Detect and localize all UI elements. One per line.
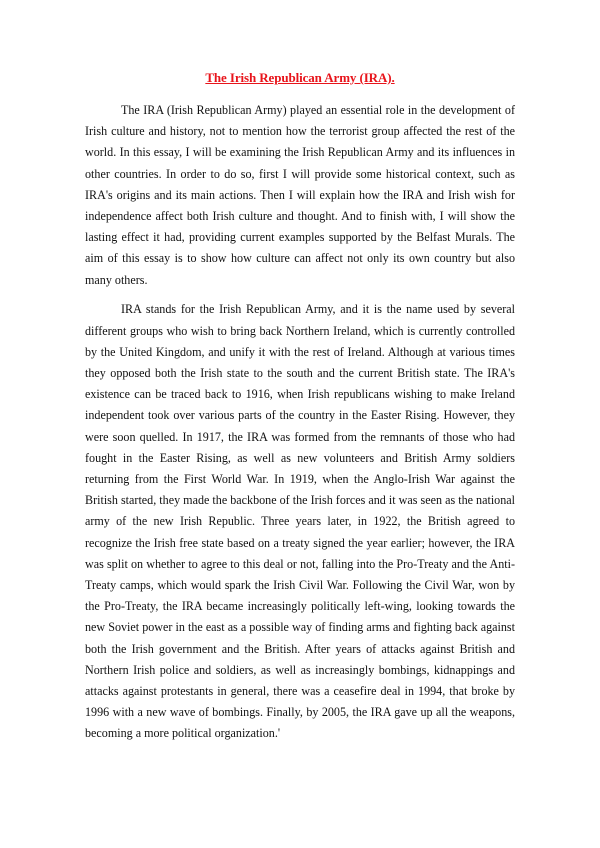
- paragraph-introduction: The IRA (Irish Republican Army) played an essential role in the development of Irish culture and history, not to mention how the terrorist group affected the rest of the world. In this essay, I will be examining the Irish Republican Army and its influences in other countries. In order to do so, first I will provide some historical context, such as IRA's origins and its main actions. Then I will explain how the IRA and Irish wish for independence affect both Irish culture and thought. And to finish with, I will show the lasting effect it had, providing current examples supported by the Belfast Murals. The aim of this essay is to show how culture can affect not only its own country but also many others.: [85, 103, 515, 287]
- document-title: The Irish Republican Army (IRA).: [205, 70, 395, 85]
- document-body: [85, 100, 515, 745]
- paragraph-history: IRA stands for the Irish Republican Army, and it is the name used by several different groups who wish to bring back Northern Ireland, which is currently controlled by the United Kingdom, and unify it with the rest of Ireland. Although at various times they opposed both the Irish state to the south and the current British state. The IRA's existence can be traced back to 1916, when Irish republicans wishing to make Ireland independent took over various parts of the country in the Easter Rising. However, they were soon quelled. In 1917, the IRA was formed from the remnants of those who had fought in the Easter Rising, as well as new volunteers and British Army soldiers returning from the First World War. In 1919, when the Anglo-Irish War against the British started, they made the backbone of the Irish forces and it was seen as the national army of the new Irish Republic. Three years later, in 1922, the British agreed to recognize the Irish free state based on a treaty signed the year earlier; however, the IRA was split on whether to agree to this deal or not, falling into the Pro-Treaty and the Anti-Treaty camps, which would spark the Irish Civil War. Following the Civil War, won by the Pro-Treaty, the IRA became increasingly politically left-wing, looking towards the new Soviet power in the east as a possible way of finding arms and fighting back against both the Irish government and the British. After years of attacks against British and Northern Irish police and soldiers, as well as increasingly bombings, kidnappings and attacks against protestants in general, there was a ceasefire deal in 1994, that broke by 1996 with a new wave of bombings. Finally, by 2005, the IRA gave up all the weapons, becoming a more political organization.': [85, 302, 515, 741]
